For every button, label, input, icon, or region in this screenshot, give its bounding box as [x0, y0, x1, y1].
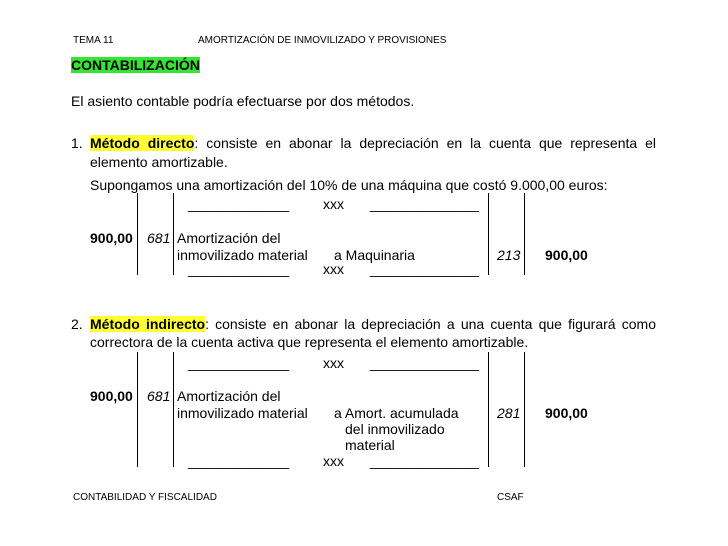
entry1-sep-right: ______________ — [370, 196, 480, 212]
entry1-debit-account-1: Amortización del — [177, 230, 281, 246]
intro-text: El asiento contable podría efectuarse por dos métodos. — [71, 93, 415, 109]
method2-number: 2. — [71, 316, 83, 332]
method1-line2: elemento amortizable. — [90, 154, 228, 170]
entry1-sep-mid: xxx — [323, 196, 344, 212]
entry2-rule-2 — [173, 352, 174, 467]
entry1-close-left: _____________ — [188, 261, 290, 277]
entry2-credit-account-1: a Amort. acumulada — [334, 405, 459, 421]
entry1-close-mid: xxx — [323, 261, 344, 277]
method1-example: Supongamos una amortización del 10% de una máquina que costó 9.000,00 euros: — [90, 177, 608, 193]
method2-desc: : consiste en abonar la depreciación a una cuenta que figurará como — [205, 316, 656, 332]
entry1-debit-account-2: inmovilizado material — [177, 247, 308, 263]
entry2-rule-4 — [524, 352, 525, 467]
method2-line1 — [90, 316, 656, 332]
entry2-close-left: _____________ — [188, 453, 290, 469]
entry2-credit-code: 281 — [497, 405, 521, 421]
method1-number: 1. — [71, 135, 83, 151]
method1-line1 — [90, 135, 656, 151]
entry1-rule-3 — [488, 193, 489, 275]
section-title-text: CONTABILIZACIÓN — [71, 57, 200, 73]
entry1-rule-1 — [137, 193, 138, 275]
entry2-close-mid: xxx — [323, 453, 344, 469]
method1-name: Método directo — [90, 135, 195, 151]
method2-name: Método indirecto — [90, 316, 206, 332]
entry2-credit-amount: 900,00 — [545, 405, 588, 421]
entry2-close-right: ______________ — [370, 453, 480, 469]
entry1-credit-account: a Maquinaria — [334, 247, 415, 263]
entry1-close-right: ______________ — [370, 261, 480, 277]
entry2-debit-account-1: Amortización del — [177, 388, 281, 404]
entry2-sep-mid: xxx — [323, 355, 344, 371]
method1-desc: : consiste en abonar la depreciación en la cuenta que representa el — [194, 135, 656, 151]
method2-line2: correctora de la cuenta activa que representa el elemento amortizable. — [90, 334, 529, 350]
entry1-rule-4 — [524, 193, 525, 275]
entry2-rule-1 — [137, 352, 138, 467]
entry2-sep-right: ______________ — [370, 355, 480, 371]
entry1-credit-code: 213 — [497, 247, 521, 263]
entry1-credit-amount: 900,00 — [545, 247, 588, 263]
entry2-credit-account-3: material — [345, 437, 395, 453]
entry2-credit-account-2: del inmovilizado — [345, 421, 445, 437]
entry2-debit-code: 681 — [147, 388, 171, 404]
entry2-sep-left: _____________ — [188, 355, 290, 371]
entry2-debit-account-2: inmovilizado material — [177, 405, 308, 421]
entry2-rule-3 — [488, 352, 489, 467]
entry1-debit-amount: 900,00 — [90, 230, 133, 246]
footer-right: CSAF — [497, 492, 524, 503]
entry2-debit-amount: 900,00 — [90, 388, 133, 404]
footer-left: CONTABILIDAD Y FISCALIDAD — [73, 492, 217, 503]
entry1-rule-2 — [173, 193, 174, 275]
header-title: AMORTIZACIÓN DE INMOVILIZADO Y PROVISIONES — [198, 35, 447, 46]
entry1-debit-code: 681 — [147, 230, 171, 246]
header-left: TEMA 11 — [73, 35, 114, 46]
section-title — [71, 57, 200, 73]
entry1-sep-left: _____________ — [188, 196, 290, 212]
